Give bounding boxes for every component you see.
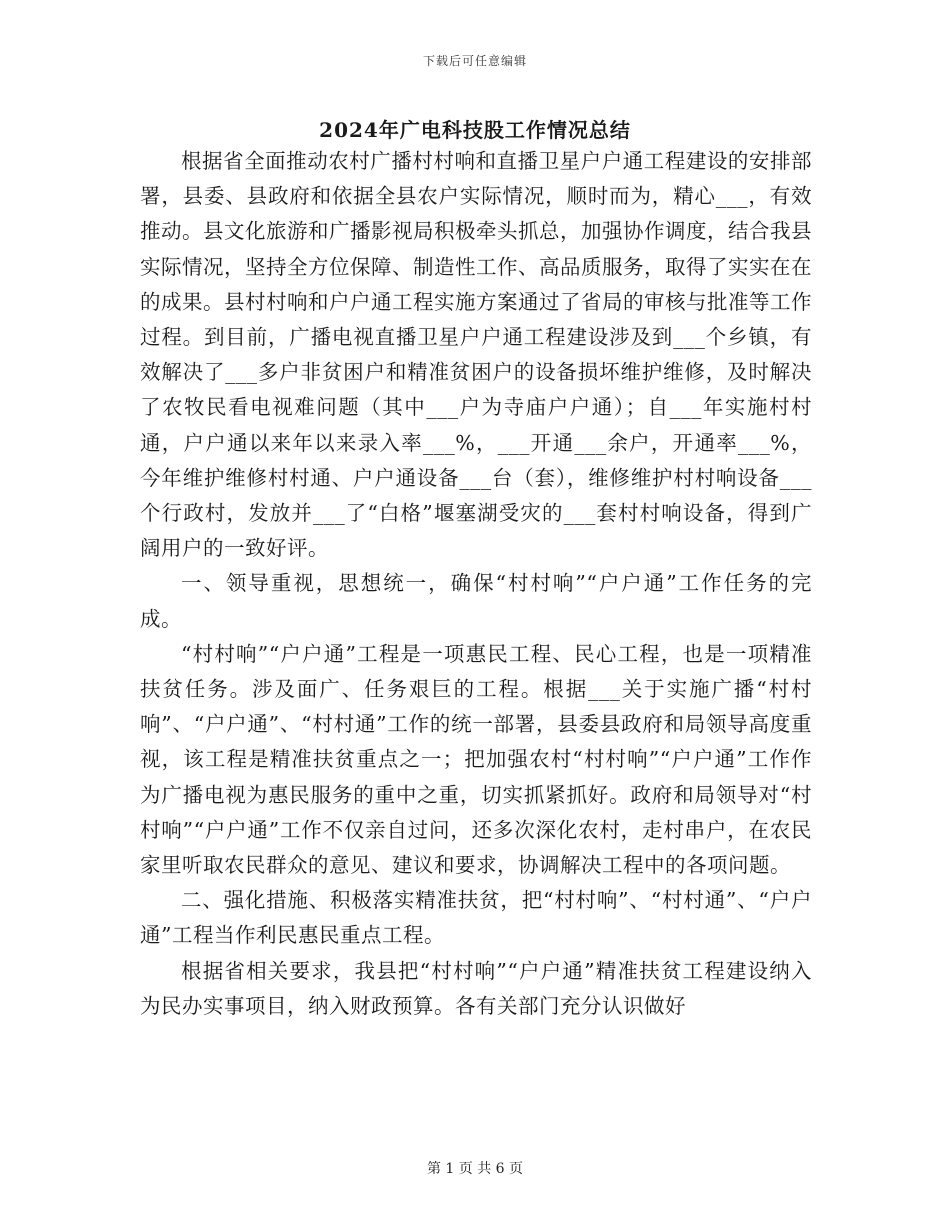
document-body: [140, 144, 812, 1024]
document-title: 2024年广电科技股工作情况总结: [319, 118, 631, 142]
paragraph-heading-1: 一、领导重视，思想统一，确保“村村响”“户户通”工作任务的完成。: [140, 571, 812, 631]
paragraph-section-2: 根据省相关要求，我县把“村村响”“户户通”精准扶贫工程建设纳入为民办实事项目，纳入财政预算。各有关部门充分认识做好: [140, 958, 812, 1018]
paragraph-heading-2: 二、强化措施、积极落实精准扶贫，把“村村响”、“村村通”、“户户通”工程当作利民惠民重点工程。: [140, 888, 812, 948]
header-note: 下载后可任意编辑: [422, 54, 527, 68]
page-number: 第 1 页 共 6 页: [426, 1161, 524, 1177]
paragraph-section-1: “村村响”“户户通”工程是一项惠民工程、民心工程，也是一项精准扶贫任务。涉及面广、任务艰巨的工程。根据___关于实施广播“村村响”、“户户通”、“村村通”工作的统一部署，县委县政府和局领导高度重视，该工程是精准扶贫重点之一；把加强农村“村村响”“户户通”工作作为广播电视为惠民服务的重中之重，切实抓紧抓好。政府和局领导对“村村响”“户户通”工作不仅亲自过问，还多次深化农村，走村串户，在农民家里听取农民群众的意见、建议和要求，协调解决工程中的各项问题。: [140, 641, 812, 878]
paragraph-intro: 根据省全面推动农村广播村村响和直播卫星户户通工程建设的安排部署，县委、县政府和依据全县农户实际情况，顺时而为，精心___，有效推动。县文化旅游和广播影视局积极牵头抓总，加强协作调度，结合我县实际情况，坚持全方位保障、制造性工作、高品质服务，取得了实实在在的成果。县村村响和户户通工程实施方案通过了省局的审核与批准等工作过程。到目前，广播电视直播卫星户户通工程建设涉及到___个乡镇，有效解决了___多户非贫困户和精准贫困户的设备损坏维护维修，及时解决了农牧民看电视难问题（其中___户为寺庙户户通）；自___年实施村村通，户户通以来年以来录入率___%，___开通___余户，开通率___%，今年维护维修村村通、户户通设备___台（套），维修维护村村响设备___个行政村，发放并___了“白格”堰塞湖受灾的___套村村响设备，得到广阔用户的一致好评。: [140, 149, 812, 561]
